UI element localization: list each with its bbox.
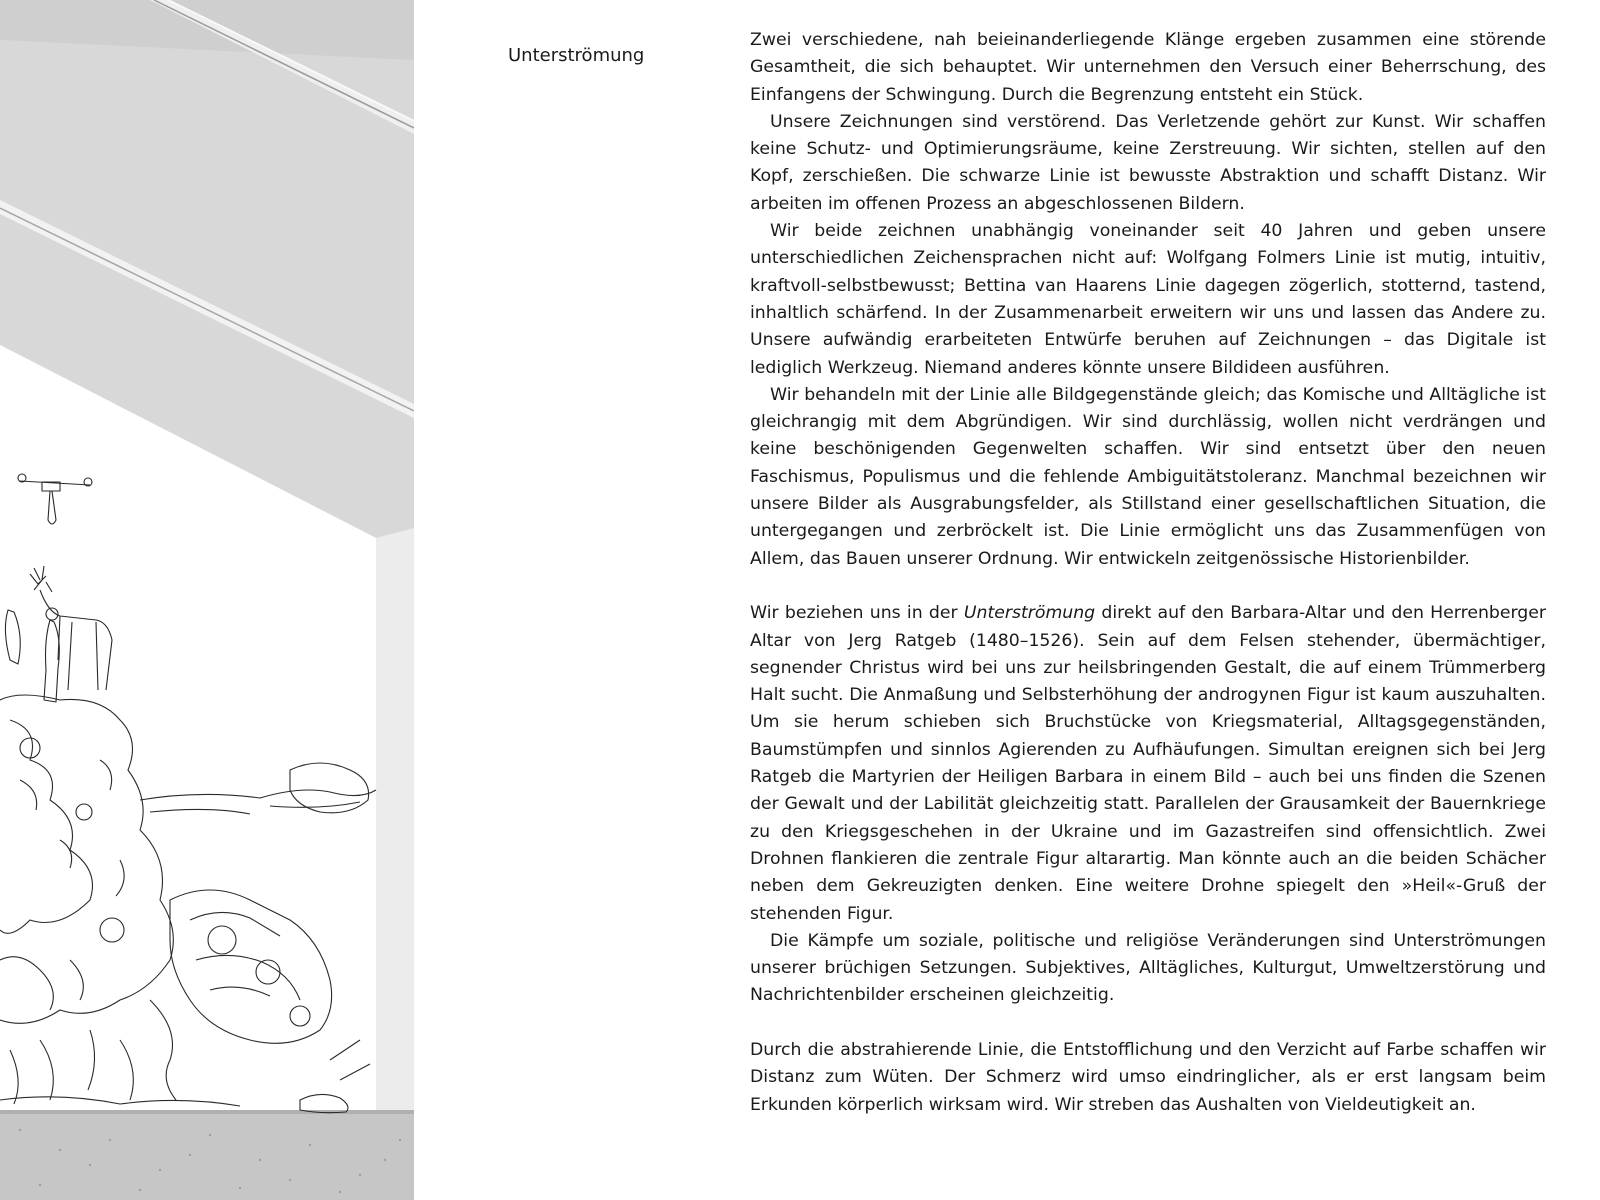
paragraph-2: Unsere Zeichnungen sind verstörend. Das Verletzende gehört zur Kunst. Wir schaffen keine Schutz- und Optimierungsräume, keine Zerstreuung. Wir sichten, stellen auf den Kopf, zerschießen. Die schwarze Linie ist bewusste Abstraktion und schafft Distanz. Wir arbeiten im offenen Prozess an abgeschlossenen Bildern. [750, 111, 1546, 214]
paragraph-6: Die Kämpfe um soziale, politische und religiöse Veränderungen sind Unterströmungen unserer brüchigen Setzungen. Subjektives, Alltägliches, Kulturgut, Umweltzerstörung und Nachrichtenbilder erscheinen gleichzeitig. [750, 930, 1546, 1006]
exhibition-photo [0, 0, 414, 1200]
paragraph-5-lead: Wir beziehen uns in der [750, 603, 964, 624]
section-title: Unterströmung [508, 44, 645, 66]
paragraph-1: Zwei verschiedene, nah beieinanderliegende Klänge ergeben zusammen eine störende Gesamtheit, die sich behauptet. Wir unternehmen den Versuch einer Beherrschung, des Einfangens der Schwingung. Durch die Begrenzung entsteht ein Stück. [750, 30, 1546, 105]
paragraph-5 [750, 600, 1546, 928]
gallery-floor [0, 1110, 414, 1200]
installation-view-illustration [0, 0, 414, 1200]
side-wall [376, 528, 414, 1120]
paragraph-7: Durch die abstrahierende Linie, die Entstofflichung und den Verzicht auf Farbe schaffen wir Distanz zum Wüten. Der Schmerz wird umso eindringlicher, als er erst langsam beim Erkunden körperlich wirksam wird. Wir streben das Aushalten von Vieldeutigkeit an. [750, 1039, 1546, 1115]
paragraph-3: Wir beide zeichnen unabhängig voneinander seit 40 Jahren und geben unsere unterschiedlichen Zeichensprachen nicht auf: Wolfgang Folmers Linie ist mutig, intuitiv, kraftvoll-selbstbewusst; Bettina van Haarens Linie dagegen zögerlich, stotternd, tastend, inhaltlich schärfend. In der Zusammenarbeit erweitern wir uns und lassen das Andere zu. Unsere aufwändig erarbeiteten Entwürfe beruhen auf Zeichnungen – das Digitale ist lediglich Werkzeug. Niemand anderes könnte unsere Bildideen ausführen. [750, 221, 1546, 378]
body-text [750, 27, 1546, 1119]
paragraph-4: Wir behandeln mit der Linie alle Bildgegenstände gleich; das Komische und Alltägliche ist gleichrangig mit dem Abgründigen. Wir sind durchlässig, wollen nicht verdrängen und keine beschönigenden Gegenwelten schaffen. Wir sind entsetzt über den neuen Faschismus, Populismus und die fehlende Ambiguitätstoleranz. Manchmal bezeichnen wir unsere Bilder als Ausgrabungsfelder, als Stillstand einer gesellschaftlichen Situation, die untergegangen und zerbröckelt ist. Die Linie ermöglicht uns das Zusammenfügen von Allem, das Bauen unserer Ordnung. Wir entwickeln zeitgenössische Historienbilder. [750, 384, 1546, 569]
work-title-emphasis: Unterströmung [963, 603, 1096, 624]
paragraph-5-rest: direkt auf den Barbara-Altar und den Herrenberger Altar von Jerg Ratgeb (1480–1526). Sein auf dem Felsen stehender, übermächtiger, segnender Christus wird bei uns zur heilsbringenden Gestalt, die auf einem Trümmerberg Halt sucht. Die Anmaßung und Selbsterhöhung der androgynen Figur ist kaum auszuhalten. Um sie herum schieben sich Bruchstücke von Kriegsmaterial, Alltagsgegenständen, Baumstümpfen und sinnlos Agierenden zu Aufhäufungen. Simultan ereignen sich bei Jerg Ratgeb die Martyrien der Heiligen Barbara in einem Bild – auch bei uns finden die Szenen der Gewalt und der Labilität gleichzeitig statt. Parallelen der Grausamkeit der Bauernkriege zu den Kriegsgeschehen in der Ukraine und im Gazastreifen sind offensichtlich. Zwei Drohnen flankieren die zentrale Figur altarartig. Man könnte auch an die beiden Schächer neben dem Gekreuzigten denken. Eine weitere Drohne spiegelt den »Heil«-Gruß der stehenden Figur. [750, 603, 1547, 924]
